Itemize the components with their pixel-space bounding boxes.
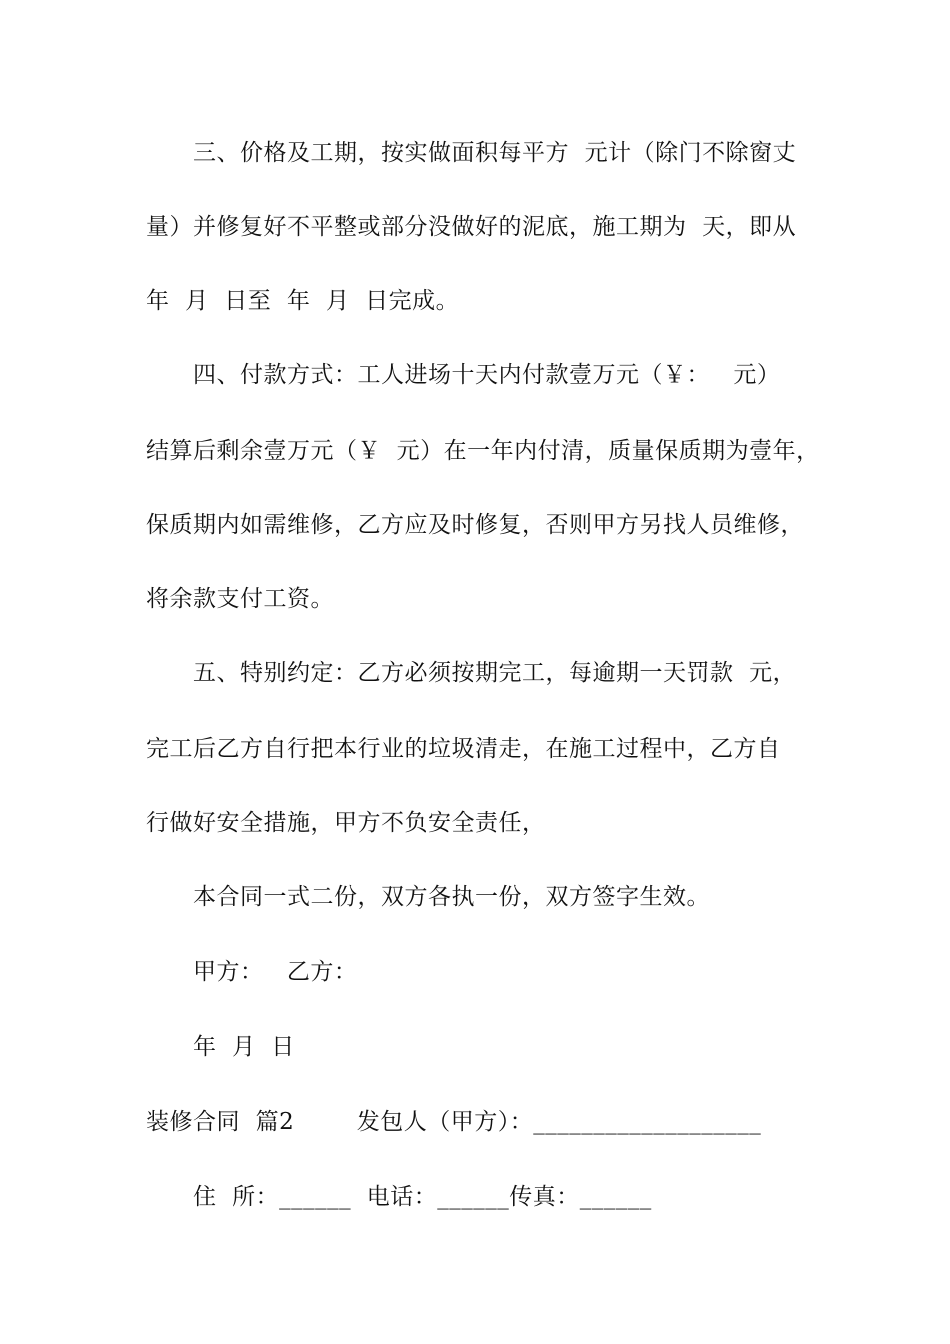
clause-4-line-2: 结算后剩余壹万元（￥ 元）在一年内付清，质量保质期为壹年，: [146, 438, 820, 464]
clause-4-line-1: 四、付款方式：工人进场十天内付款壹万元（￥： 元）: [193, 362, 781, 388]
signature-parties-line: 甲方： 乙方：: [193, 959, 358, 985]
clause-5-line-2: 完工后乙方自行把本行业的垃圾清走，在施工过程中，乙方自: [146, 736, 781, 762]
signature-date-line: 年 月 日: [193, 1034, 295, 1060]
clause-3-line-2: 量）并修复好不平整或部分没做好的泥底，施工期为 天，即从: [146, 214, 797, 240]
clause-5-line-3: 行做好安全措施，甲方不负安全责任，: [146, 810, 546, 836]
clause-4-line-4: 将余款支付工资。: [146, 586, 334, 612]
clause-4-line-3: 保质期内如需维修，乙方应及时修复，否则甲方另找人员维修，: [146, 512, 804, 538]
clause-3-line-3: 年 月 日至 年 月 日完成。: [146, 288, 460, 314]
address-contact-line: 住 所：______ 电话：______传真：______: [193, 1184, 652, 1210]
clause-5-line-1: 五、特别约定：乙方必须按期完工，每逾期一天罚款 元，: [193, 660, 797, 686]
clause-3-line-1: 三、价格及工期，按实做面积每平方 元计（除门不除窗丈: [193, 140, 797, 166]
contract-copies-line: 本合同一式二份，双方各执一份，双方签字生效。: [193, 884, 710, 910]
contract-2-header-line: 装修合同 篇2 发包人（甲方）：___________________: [146, 1109, 762, 1135]
